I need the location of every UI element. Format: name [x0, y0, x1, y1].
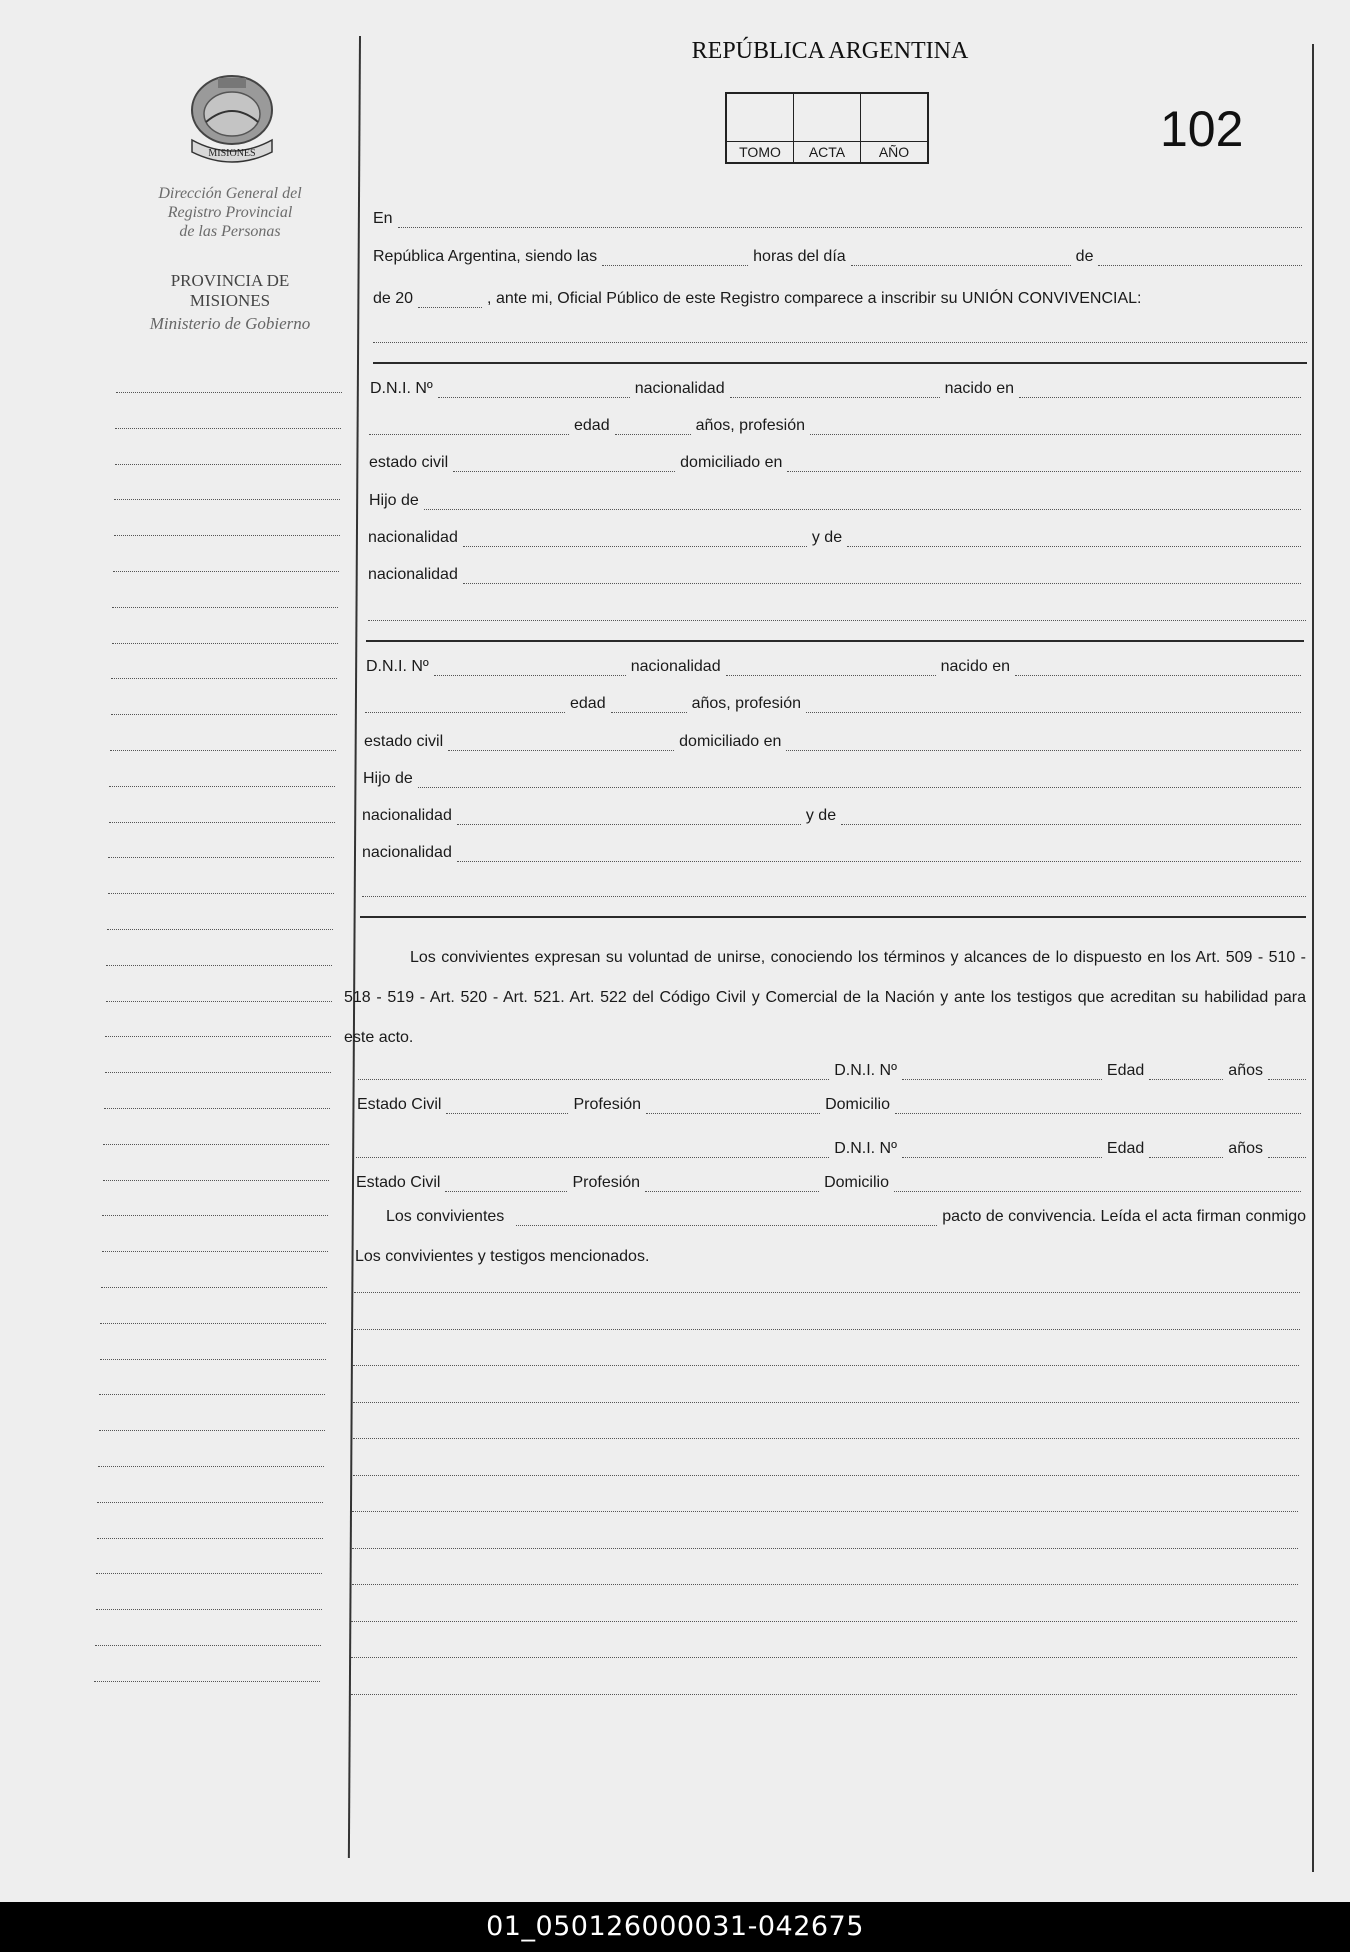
- country-title: REPÚBLICA ARGENTINA: [691, 38, 969, 64]
- p1-row-nac-padre: [368, 529, 1306, 547]
- w1-row-dni: [358, 1062, 1306, 1080]
- w1-label-dni: D.N.I. Nº: [834, 1062, 897, 1079]
- margin-line[interactable]: [105, 1072, 331, 1073]
- p1-birthdate-field[interactable]: [369, 422, 569, 435]
- p2-label-edad: edad: [570, 695, 606, 712]
- ano-field[interactable]: [861, 94, 927, 162]
- p2-label-nacionalidad: nacionalidad: [630, 658, 721, 675]
- observation-line[interactable]: [354, 1292, 1300, 1293]
- year-field[interactable]: [418, 295, 482, 308]
- w1-label-profesion: Profesión: [573, 1096, 642, 1113]
- acta-label: ACTA: [794, 141, 860, 162]
- right-rule: [1312, 44, 1314, 1872]
- margin-line[interactable]: [95, 1645, 321, 1646]
- label-final: Los convivientes y testigos mencionados.: [355, 1248, 650, 1265]
- margin-line[interactable]: [115, 428, 341, 429]
- p1-row-hijo: [369, 492, 1306, 510]
- w2-profession-field[interactable]: [645, 1179, 819, 1192]
- p1-address-field[interactable]: [787, 459, 1301, 472]
- hour-field[interactable]: [602, 253, 748, 266]
- margin-line[interactable]: [115, 464, 341, 465]
- margin-line[interactable]: [106, 965, 332, 966]
- p2-row-edad: [365, 695, 1306, 713]
- label-de: de: [1075, 248, 1094, 265]
- p1-row-estado: [369, 454, 1306, 472]
- p1-age-field[interactable]: [615, 422, 691, 435]
- row-republica: [373, 248, 1307, 266]
- p2-father-nationality-field[interactable]: [457, 812, 801, 825]
- observation-line[interactable]: [352, 1548, 1298, 1549]
- p2-birthdate-field[interactable]: [365, 700, 565, 713]
- tomo-label: TOMO: [727, 141, 793, 162]
- label-en: En: [373, 210, 393, 227]
- closing-row-2: [355, 1248, 1306, 1266]
- label-horas: horas del día: [753, 248, 846, 265]
- ministry-name: Ministerio de Gobierno: [149, 314, 311, 333]
- margin-line[interactable]: [107, 929, 333, 930]
- w2-label-estado: Estado Civil: [356, 1174, 441, 1191]
- acta-field[interactable]: [794, 94, 861, 162]
- observation-line[interactable]: [353, 1438, 1299, 1439]
- declaration-text: [344, 938, 1306, 1058]
- margin-line[interactable]: [100, 1359, 326, 1360]
- label-pacto: pacto de convivencia. Leída el acta firman conmigo: [942, 1208, 1306, 1225]
- p1-label-dni: D.N.I. Nº: [370, 380, 433, 397]
- place-field[interactable]: [398, 215, 1302, 228]
- w2-row-dni: [356, 1140, 1306, 1158]
- document-id: 01_050126000031-042675: [486, 1911, 864, 1942]
- day-field[interactable]: [851, 253, 1071, 266]
- observation-line[interactable]: [352, 1511, 1298, 1512]
- margin-line[interactable]: [114, 499, 340, 500]
- observation-line[interactable]: [353, 1365, 1299, 1366]
- margin-line[interactable]: [112, 643, 338, 644]
- p2-label-domiciliado: domiciliado en: [679, 733, 782, 750]
- p2-dni-field[interactable]: [434, 663, 626, 676]
- margin-line[interactable]: [101, 1287, 327, 1288]
- margin-line[interactable]: [103, 1144, 329, 1145]
- p2-civil-status-field[interactable]: [448, 738, 674, 751]
- province-seal-icon: [184, 70, 280, 176]
- margin-line[interactable]: [111, 678, 337, 679]
- p1-label-estado: estado civil: [369, 454, 449, 471]
- row-en: [373, 210, 1307, 228]
- p1-father-nationality-field[interactable]: [463, 534, 807, 547]
- w2-age-field[interactable]: [1149, 1145, 1223, 1158]
- p1-label-y-de: y de: [811, 529, 843, 546]
- separator-3: [360, 916, 1306, 918]
- w2-anos-tail[interactable]: [1268, 1145, 1306, 1158]
- office-line-1: Dirección General del: [158, 185, 302, 202]
- month-field[interactable]: [1098, 253, 1302, 266]
- w1-label-domicilio: Domicilio: [825, 1096, 890, 1113]
- w1-civil-status-field[interactable]: [446, 1101, 568, 1114]
- observation-line[interactable]: [351, 1657, 1297, 1658]
- p2-label-nac-madre: nacionalidad: [362, 844, 452, 861]
- observation-line[interactable]: [351, 1694, 1297, 1695]
- pacto-field[interactable]: [516, 1213, 937, 1226]
- p1-label-hijo: Hijo de: [369, 492, 419, 509]
- p2-label-estado: estado civil: [364, 733, 444, 750]
- record-box: [725, 92, 929, 164]
- label-ante: , ante mi, Oficial Público de este Registro comparece a inscribir su UNIÓN CONVIVENCIAL:: [487, 290, 1142, 307]
- margin-line[interactable]: [94, 1681, 320, 1682]
- row-de20: [373, 290, 1307, 308]
- p1-label-nacido: nacido en: [944, 380, 1014, 397]
- w1-row-estado: [357, 1096, 1306, 1114]
- w2-label-anos: años: [1228, 1140, 1263, 1157]
- p2-nacionalidad-field[interactable]: [726, 663, 936, 676]
- w1-label-estado: Estado Civil: [357, 1096, 442, 1113]
- p1-mother-nationality-field[interactable]: [463, 571, 1301, 584]
- intro-blank-line[interactable]: [373, 342, 1307, 343]
- p1-row-edad: [369, 417, 1306, 435]
- p2-label-nac-padre: nacionalidad: [362, 807, 452, 824]
- w2-label-dni: D.N.I. Nº: [834, 1140, 897, 1157]
- p2-label-anos: años, profesión: [691, 695, 801, 712]
- margin-line[interactable]: [110, 750, 336, 751]
- p1-birthplace-field[interactable]: [1019, 385, 1301, 398]
- observation-line[interactable]: [353, 1475, 1299, 1476]
- p1-nacionalidad-field[interactable]: [730, 385, 940, 398]
- p2-mother-nationality-field[interactable]: [457, 849, 1301, 862]
- label-republica: República Argentina, siendo las: [373, 248, 598, 265]
- margin-line[interactable]: [102, 1215, 328, 1216]
- office-line-3: de las Personas: [179, 223, 281, 240]
- w2-label-edad: Edad: [1106, 1140, 1145, 1157]
- margin-line[interactable]: [96, 1573, 322, 1574]
- p1-profession-field[interactable]: [810, 422, 1301, 435]
- closing-row-1: [386, 1208, 1306, 1226]
- margin-line[interactable]: [106, 1001, 332, 1002]
- w1-label-edad: Edad: [1106, 1062, 1145, 1079]
- p1-civil-status-field[interactable]: [453, 459, 675, 472]
- province-line-2: MISIONES: [189, 291, 271, 310]
- margin-line[interactable]: [114, 535, 340, 536]
- p2-blank-line[interactable]: [362, 896, 1306, 897]
- separator-2: [366, 640, 1304, 642]
- margin-line[interactable]: [113, 571, 339, 572]
- p2-row-nac-madre: [362, 844, 1306, 862]
- margin-line[interactable]: [111, 714, 337, 715]
- p1-row-nac-madre: [368, 566, 1306, 584]
- p2-label-dni: D.N.I. Nº: [366, 658, 429, 675]
- w2-label-domicilio: Domicilio: [824, 1174, 889, 1191]
- p2-row-estado: [364, 733, 1306, 751]
- w2-dni-field[interactable]: [902, 1145, 1102, 1158]
- observation-line[interactable]: [354, 1329, 1300, 1330]
- margin-line[interactable]: [112, 607, 338, 608]
- declaration-body: Los convivientes expresan su voluntad de unirse, conociendo los términos y alcances de lo dispuesto en los Art. 509 - 510 - 518 - 519 - Art. 520 - Art. 521. Art. 522 del Código Civil y Comercial de la Nación y ante los testigos que acreditan su habilidad para este acto.: [344, 949, 1306, 1046]
- p2-father-field[interactable]: [418, 775, 1301, 788]
- margin-line[interactable]: [103, 1180, 329, 1181]
- barcode-footer: [0, 1902, 1350, 1952]
- margin-line[interactable]: [108, 893, 334, 894]
- p2-label-nacido: nacido en: [940, 658, 1010, 675]
- p2-profession-field[interactable]: [806, 700, 1301, 713]
- p1-label-domiciliado: domiciliado en: [680, 454, 783, 471]
- p1-label-nacionalidad: nacionalidad: [634, 380, 725, 397]
- margin-line[interactable]: [98, 1466, 324, 1467]
- p1-father-field[interactable]: [424, 497, 1301, 510]
- p2-row-dni: [366, 658, 1306, 676]
- observation-line[interactable]: [351, 1621, 1297, 1622]
- w1-profession-field[interactable]: [646, 1101, 820, 1114]
- p1-blank-line[interactable]: [368, 620, 1306, 621]
- w1-anos-tail[interactable]: [1268, 1067, 1306, 1080]
- w1-label-anos: años: [1228, 1062, 1263, 1079]
- province-name: [120, 271, 340, 311]
- tomo-field[interactable]: [727, 94, 794, 162]
- p1-label-edad: edad: [574, 417, 610, 434]
- label-de20: de 20: [373, 290, 414, 307]
- label-convivientes: Los convivientes: [386, 1208, 505, 1225]
- record-number: 102: [1160, 101, 1244, 157]
- margin-line[interactable]: [100, 1323, 326, 1324]
- margin-line[interactable]: [97, 1502, 323, 1503]
- p1-mother-field[interactable]: [847, 534, 1301, 547]
- p1-label-nac-madre: nacionalidad: [368, 566, 458, 583]
- p2-label-hijo: Hijo de: [363, 770, 413, 787]
- margin-line[interactable]: [105, 1036, 331, 1037]
- ano-label: AÑO: [861, 141, 927, 162]
- separator-1: [373, 362, 1307, 364]
- w2-address-field[interactable]: [894, 1179, 1301, 1192]
- margin-line[interactable]: [97, 1538, 323, 1539]
- margin-line[interactable]: [116, 392, 342, 393]
- p1-dni-field[interactable]: [438, 385, 630, 398]
- w2-row-estado: [356, 1174, 1306, 1192]
- p2-address-field[interactable]: [786, 738, 1301, 751]
- w2-civil-status-field[interactable]: [445, 1179, 567, 1192]
- observation-line[interactable]: [352, 1584, 1298, 1585]
- w1-age-field[interactable]: [1149, 1067, 1223, 1080]
- office-line-2: Registro Provincial: [167, 204, 293, 221]
- p1-label-anos: años, profesión: [695, 417, 805, 434]
- p2-row-nac-padre: [362, 807, 1306, 825]
- margin-line[interactable]: [108, 857, 334, 858]
- w2-name-field[interactable]: [356, 1145, 829, 1158]
- margin-line[interactable]: [99, 1430, 325, 1431]
- province-line-1: PROVINCIA DE: [170, 271, 290, 290]
- w1-name-field[interactable]: [358, 1067, 829, 1080]
- margin-line[interactable]: [96, 1609, 322, 1610]
- w1-address-field[interactable]: [895, 1101, 1301, 1114]
- p2-row-hijo: [363, 770, 1306, 788]
- margin-line[interactable]: [109, 822, 335, 823]
- p1-label-nac-padre: nacionalidad: [368, 529, 458, 546]
- p1-row-dni: [370, 380, 1306, 398]
- w2-label-profesion: Profesión: [572, 1174, 641, 1191]
- p2-mother-field[interactable]: [841, 812, 1301, 825]
- p2-birthplace-field[interactable]: [1015, 663, 1301, 676]
- margin-line[interactable]: [99, 1394, 325, 1395]
- registry-office: [120, 184, 340, 241]
- margin-line[interactable]: [109, 786, 335, 787]
- margin-line[interactable]: [102, 1251, 328, 1252]
- p2-label-y-de: y de: [805, 807, 837, 824]
- margin-line[interactable]: [104, 1108, 330, 1109]
- w1-dni-field[interactable]: [902, 1067, 1102, 1080]
- svg-text:MISIONES: MISIONES: [208, 148, 256, 159]
- p2-age-field[interactable]: [611, 700, 687, 713]
- observation-line[interactable]: [353, 1402, 1299, 1403]
